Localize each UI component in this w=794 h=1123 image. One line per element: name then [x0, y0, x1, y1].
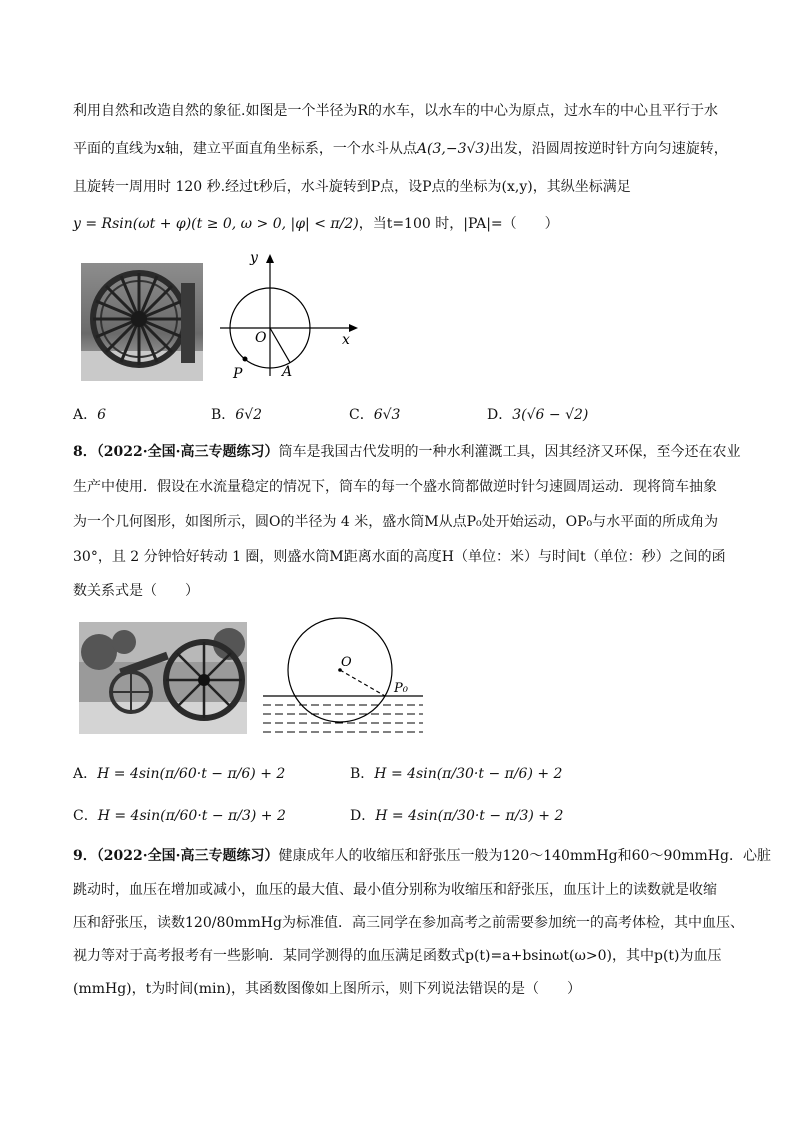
option-value: 6: [97, 407, 107, 423]
option-value: H = 4sin(π/60·t − π/3) + 2: [97, 808, 286, 824]
label-o: O: [341, 655, 352, 670]
water-lines: [263, 705, 423, 732]
q7-option-c[interactable]: [349, 405, 400, 425]
point-p: [243, 357, 248, 362]
q8-line-1-text: 筒车是我国古代发明的一种水利灌溉工具，因其经济又环保，至今还在农业: [278, 444, 741, 460]
option-letter: C．: [73, 808, 98, 824]
q7-line-2a: 平面的直线为x轴，建立平面直角坐标系，一个水斗从点: [73, 141, 417, 157]
label-o: O: [255, 330, 267, 346]
q8-option-a[interactable]: [73, 764, 285, 784]
x-axis-arrow-icon: [349, 324, 358, 332]
option-value: 6√3: [373, 407, 401, 423]
q9-number: 9．: [73, 848, 97, 864]
y-axis-arrow-icon: [266, 254, 274, 263]
q8-option-b[interactable]: [350, 764, 562, 784]
q8-line-1: [73, 442, 740, 462]
q9-line-4: 视力等对于高考报考有一些影响．某同学测得的血压满足函数式p(t)=a+bsinωt(ω>0)，其中p(t)为血压: [73, 948, 722, 964]
q8-line-3: 为一个几何图形，如图所示，圆O的半径为 4 米，盛水筒M从点P₀处开始运动，OP₀与水平面的所成角为: [73, 514, 719, 530]
option-value: H = 4sin(π/60·t − π/6) + 2: [97, 766, 286, 782]
option-letter: B．: [350, 766, 375, 782]
radius-oa: [270, 328, 290, 363]
q7-point-a: A(3,−3√3): [416, 141, 490, 157]
q9-line-1: [73, 846, 771, 866]
q7-waterwheel-photo: [81, 263, 203, 381]
q9-source: （2022·全国·高三专题练习）: [96, 848, 279, 864]
q7-line-4b: ，当t=100 时，|PA|=（ ）: [358, 216, 559, 232]
q7-line-1: 利用自然和改造自然的象征.如图是一个半径为R的水车，以水车的中心为原点，过水车的中心且平行于水: [73, 103, 718, 119]
radius-op0: [340, 670, 385, 696]
label-p: P: [233, 366, 243, 382]
q8-circle-figure: [258, 614, 428, 744]
q8-option-c[interactable]: [73, 806, 286, 826]
label-a: A: [282, 364, 293, 380]
q8-source: （2022·全国·高三专题练习）: [96, 444, 279, 460]
q9-line-2: 跳动时，血压在增加或减小，血压的最大值、最小值分别称为收缩压和舒张压，血压计上的读数就是收缩: [73, 882, 717, 898]
q7-coordinate-figure: [220, 248, 365, 388]
q9-line-5: (mmHg)，t为时间(min)，其函数图像如上图所示，则下列说法错误的是（ ）: [73, 981, 581, 997]
q7-option-b[interactable]: [211, 405, 262, 425]
q7-line-3: 且旋转一周用时 120 秒.经过t秒后，水斗旋转到P点，设P点的坐标为(x,y)，其纵坐标满足: [73, 179, 631, 195]
option-value: H = 4sin(π/30·t − π/6) + 2: [374, 766, 563, 782]
q7-formula: y = Rsin(ωt + φ)(t ≥ 0, ω > 0, |φ| < π/2): [73, 216, 359, 232]
q8-option-d[interactable]: [350, 806, 563, 826]
q7-line-4: [73, 214, 559, 234]
q8-waterwheel-photo: [79, 622, 247, 734]
label-p0: P₀: [394, 681, 408, 696]
option-letter: D．: [487, 407, 513, 423]
label-x: x: [342, 332, 350, 348]
q7-line-2: [73, 139, 728, 159]
option-value: 6√2: [235, 407, 263, 423]
q8-line-5: 数关系式是（ ）: [73, 583, 199, 599]
q7-option-a[interactable]: [73, 405, 106, 425]
q8-line-4: 30°，且 2 分钟恰好转动 1 圈，则盛水筒M距离水面的高度H（单位：米）与时间t（单位：秒）之间的函: [73, 549, 726, 565]
q7-line-2b: 出发，沿圆周按逆时针方向匀速旋转，: [489, 141, 728, 157]
option-letter: D．: [350, 808, 376, 824]
option-value: 3(√6 − √2): [512, 407, 589, 423]
q8-number: 8．: [73, 444, 97, 460]
q7-option-d[interactable]: [487, 405, 588, 425]
option-letter: C．: [349, 407, 374, 423]
option-letter: A．: [73, 766, 98, 782]
q8-line-2: 生产中使用．假设在水流量稳定的情况下，筒车的每一个盛水筒都做逆时针匀速圆周运动．现将筒车抽象: [73, 479, 717, 495]
option-letter: B．: [211, 407, 236, 423]
q9-line-3: 压和舒张压，读数120/80mmHg为标准值．高三同学在参加高考之前需要参加统一的高考体检，其中血压、: [73, 915, 744, 931]
q9-line-1-text: 健康成年人的收缩压和舒张压一般为120～140mmHg和60～90mmHg．心脏: [278, 848, 771, 864]
option-letter: A．: [73, 407, 98, 423]
option-value: H = 4sin(π/30·t − π/3) + 2: [375, 808, 564, 824]
label-y: y: [250, 250, 258, 266]
